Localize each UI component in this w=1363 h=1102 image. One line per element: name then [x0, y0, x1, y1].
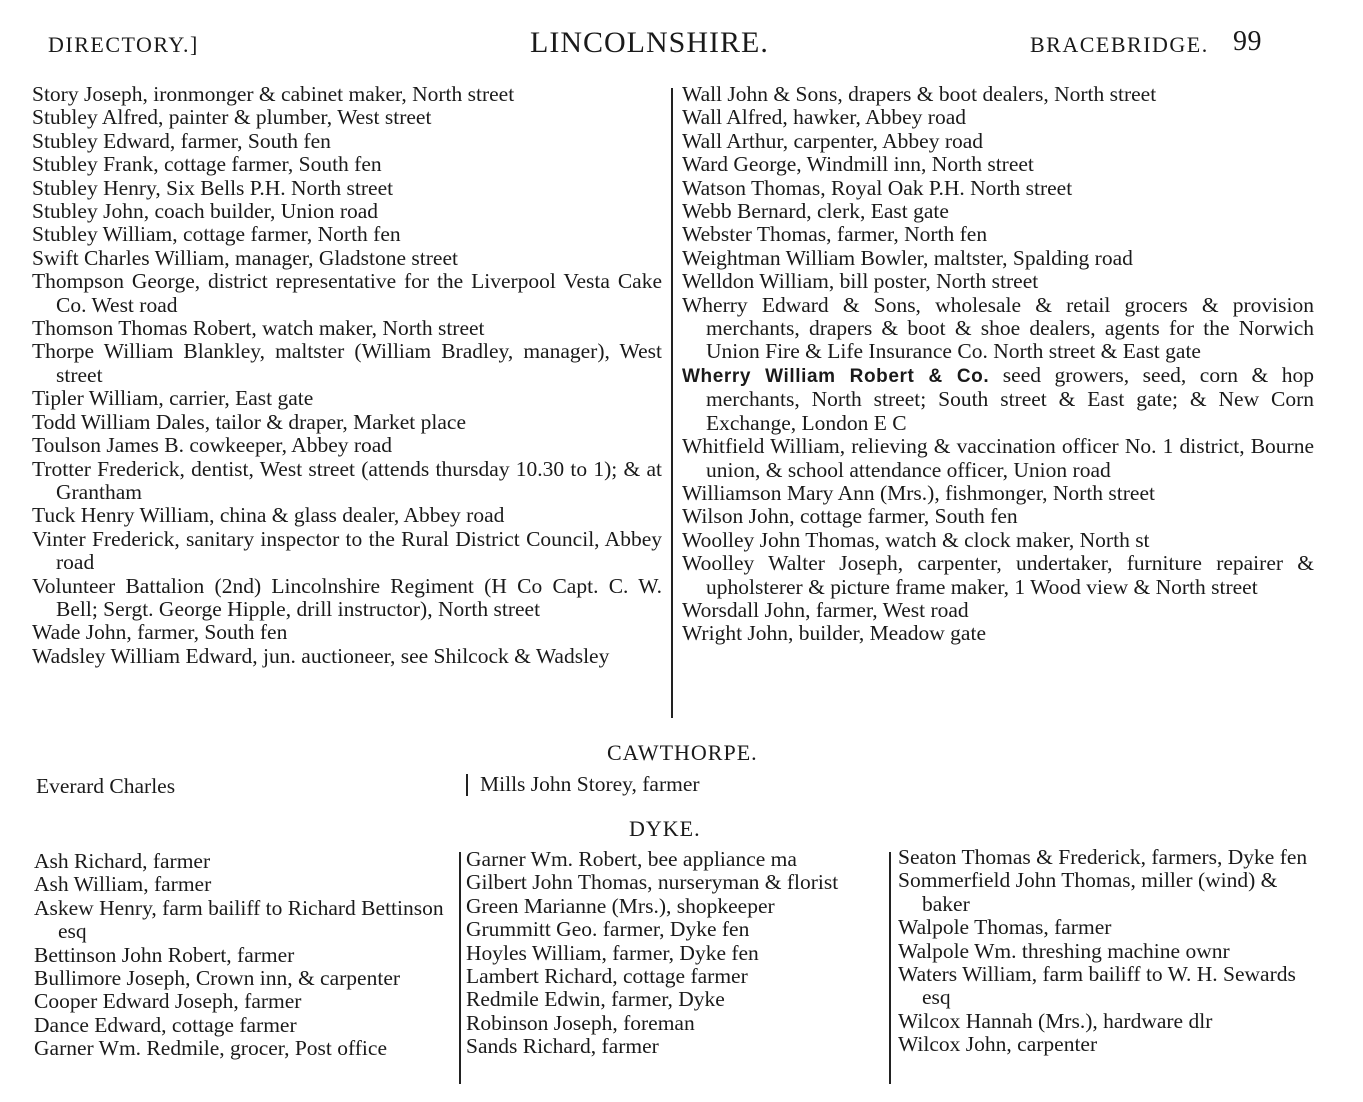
column-divider [889, 852, 891, 1084]
directory-entry: Story Joseph, ironmonger & cabinet maker, North street [32, 82, 515, 106]
directory-entry: Thompson George, district representative for the Liverpool Vesta Cake Co. West road [32, 269, 662, 317]
directory-entry: Worsdall John, farmer, West road [682, 597, 969, 622]
directory-entry: Wall Arthur, carpenter, Abbey road [682, 128, 984, 153]
entry-details: seed growers, seed, corn & hop merchants, North street; South street & East gate; & New Corn Exchange, London E C [706, 362, 1314, 435]
directory-entry: Woolley John Thomas, watch & clock maker, North st [682, 527, 1150, 552]
directory-entry: Bettinson John Robert, farmer [34, 942, 295, 967]
dyke-column-3 [898, 846, 1318, 1057]
directory-entry: Vinter Frederick, sanitary inspector to the Rural District Council, Abbey road [32, 526, 662, 575]
directory-entry: Volunteer Battalion (2nd) Lincolnshire Regiment (H Co Capt. C. W. Bell; Sergt. George Hipple, drill instructor), North street [32, 573, 662, 621]
directory-entry: Tuck Henry William, china & glass dealer, Abbey road [32, 503, 505, 528]
directory-entry: Wilcox John, carpenter [898, 1032, 1098, 1057]
directory-entry: Wall John & Sons, drapers & boot dealers, North street [682, 82, 1157, 106]
directory-entry: Stubley John, coach builder, Union road [32, 199, 379, 224]
cawthorpe-entry-left: Everard Charles [36, 774, 176, 798]
directory-entry: Stubley William, cottage farmer, North fen [32, 222, 401, 247]
directory-entry: Whitfield William, relieving & vaccination officer No. 1 district, Bourne union, & school attendance officer, Union road [682, 434, 1314, 482]
dyke-column-1 [34, 850, 454, 1061]
running-head-right: BRACEBRIDGE. [1030, 32, 1209, 57]
directory-entry: Stubley Edward, farmer, South fen [32, 128, 331, 153]
directory-entry: Williamson Mary Ann (Mrs.), fishmonger, North street [682, 480, 1155, 505]
directory-entry: Hoyles William, farmer, Dyke fen [466, 940, 759, 965]
directory-entry: Walpole Wm. threshing machine ownr [898, 938, 1230, 963]
directory-entry: Trotter Frederick, dentist, West street (attends thursday 10.30 to 1); & at Grantham [32, 456, 662, 504]
directory-entry: Weightman William Bowler, maltster, Spalding road [682, 245, 1133, 270]
directory-entry: Garner Wm. Robert, bee appliance ma [466, 847, 797, 871]
directory-entry: Robinson Joseph, foreman [466, 1010, 695, 1035]
directory-entry: Garner Wm. Redmile, grocer, Post office [34, 1036, 387, 1061]
directory-entry: Wall Alfred, hawker, Abbey road [682, 105, 966, 130]
section-title-dyke: DYKE. [629, 816, 701, 841]
page-title: LINCOLNSHIRE. [530, 26, 769, 59]
running-head-left: DIRECTORY.] [48, 32, 199, 57]
directory-entry: Thorpe William Blankley, maltster (William Bradley, manager), West street [32, 339, 662, 387]
bold-entry-name: Wherry William Robert & Co. [682, 365, 990, 387]
directory-entry: Tipler William, carrier, East gate [32, 386, 314, 411]
directory-entry: Waters William, farm bailiff to W. H. Sewards esq [898, 962, 1296, 1010]
directory-entry: Watson Thomas, Royal Oak P.H. North street [682, 175, 1073, 200]
section-title-cawthorpe: CAWTHORPE. [607, 740, 758, 765]
directory-entry: Stubley Frank, cottage farmer, South fen [32, 152, 382, 177]
directory-entry: Ash William, farmer [34, 872, 212, 897]
directory-entry: Walpole Thomas, farmer [898, 915, 1112, 940]
directory-entry: Ward George, Windmill inn, North street [682, 152, 1034, 177]
directory-entry: Wilson John, cottage farmer, South fen [682, 504, 1018, 529]
directory-entry: Gilbert John Thomas, nurseryman & florist [466, 870, 839, 895]
directory-entry: Toulson James B. cowkeeper, Abbey road [32, 433, 393, 458]
directory-entry: Welldon William, bill poster, North street [682, 269, 1039, 294]
directory-entry: Bullimore Joseph, Crown inn, & carpenter [34, 966, 401, 991]
directory-entry: Swift Charles William, manager, Gladstone street [32, 245, 458, 270]
directory-entry: Askew Henry, farm bailiff to Richard Bettinson esq [34, 895, 444, 944]
directory-entry: Webb Bernard, clerk, East gate [682, 199, 949, 224]
directory-entry: Stubley Alfred, painter & plumber, West street [32, 105, 432, 130]
directory-entry: Wright John, builder, Meadow gate [682, 621, 986, 646]
entries-w-part1 [682, 83, 1314, 364]
directory-entry: Wade John, farmer, South fen [32, 620, 288, 645]
directory-entry: Redmile Edwin, farmer, Dyke [466, 987, 725, 1012]
directory-entry: Woolley Walter Joseph, carpenter, undertaker, furniture repairer & upholsterer & picture frame maker, 1 Wood view & North street [682, 551, 1314, 599]
directory-entry: Sommerfield John Thomas, miller (wind) & baker [898, 868, 1278, 916]
column-divider [466, 774, 468, 796]
main-column-left [32, 83, 662, 668]
directory-entry: Ash Richard, farmer [34, 849, 211, 873]
directory-entry: Stubley Henry, Six Bells P.H. North street [32, 175, 394, 200]
directory-entry: Dance Edward, cottage farmer [34, 1012, 297, 1037]
main-column-right [682, 83, 1314, 646]
page-number: 99 [1233, 26, 1262, 57]
directory-entry: Webster Thomas, farmer, North fen [682, 222, 988, 247]
dyke-column-2 [466, 848, 886, 1059]
column-divider [671, 88, 673, 718]
directory-entry: Sands Richard, farmer [466, 1034, 659, 1059]
directory-entry: Thomson Thomas Robert, watch maker, North street [32, 316, 485, 341]
directory-entry: Lambert Richard, cottage farmer [466, 964, 748, 989]
directory-entry: Wilcox Hannah (Mrs.), hardware dlr [898, 1008, 1213, 1033]
directory-entry: Cooper Edward Joseph, farmer [34, 989, 302, 1014]
directory-entry-wherry-william-robert [682, 364, 1314, 435]
directory-entry: Grummitt Geo. farmer, Dyke fen [466, 917, 750, 942]
directory-entry: Green Marianne (Mrs.), shopkeeper [466, 893, 775, 918]
cawthorpe-entry-right: Mills John Storey, farmer [480, 772, 700, 796]
column-divider [459, 852, 461, 1084]
directory-entry: Todd William Dales, tailor & draper, Market place [32, 409, 466, 434]
directory-entry: Wherry Edward & Sons, wholesale & retail grocers & provision merchants, drapers & boot & shoe dealers, agents for the Norwich Union Fire & Life Insurance Co. North street & East gate [682, 292, 1314, 364]
directory-entry: Wadsley William Edward, jun. auctioneer, see Shilcock & Wadsley [32, 643, 610, 668]
directory-entry: Seaton Thomas & Frederick, farmers, Dyke fen [898, 845, 1308, 869]
entries-w-part2 [682, 435, 1314, 646]
